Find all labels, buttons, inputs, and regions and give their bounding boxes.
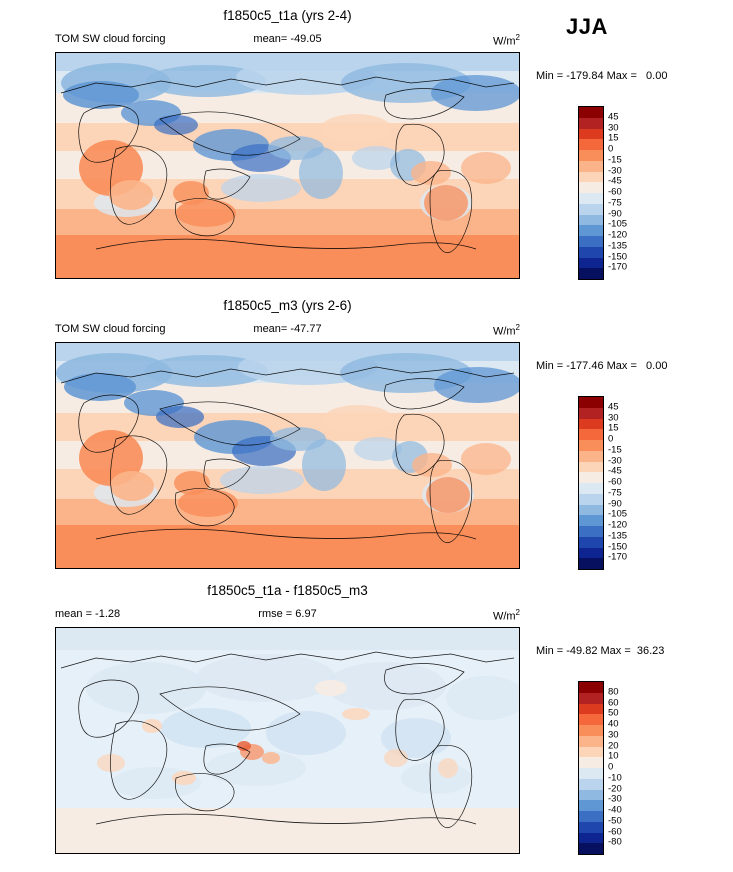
colorbar-segment: [579, 682, 603, 693]
colorbar-segment: [579, 822, 603, 833]
panel-2-colorbar-labels: [608, 396, 648, 568]
colorbar-tick-label: -60: [608, 186, 622, 198]
panel-2-colorbar-strip: [578, 396, 604, 570]
panel-1-units-exp: 2: [515, 33, 520, 42]
colorbar-tick-label: -90: [608, 497, 622, 509]
season-label: JJA: [566, 14, 608, 39]
colorbar-segment: [579, 451, 603, 462]
colorbar-segment: [579, 408, 603, 419]
panel-3-colorbar-labels: [608, 681, 648, 853]
colorbar-segment: [579, 472, 603, 483]
colorbar-tick-label: -170: [608, 261, 628, 273]
colorbar-segment: [579, 725, 603, 736]
panel-3-units-exp: 2: [515, 608, 520, 617]
colorbar-tick-label: 20: [608, 739, 619, 751]
panel-1-colorbar-labels: [608, 106, 648, 278]
panel-3-units-text: W/m: [492, 610, 516, 623]
colorbar-tick-label: 15: [608, 422, 619, 434]
panel-2-map: [55, 342, 520, 569]
colorbar-tick-label: 0: [608, 761, 614, 773]
colorbar-tick-label: -135: [608, 240, 628, 251]
colorbar-segment: [579, 236, 603, 247]
colorbar-tick-label: -90: [608, 207, 622, 219]
colorbar-segment: [579, 800, 603, 811]
colorbar-segment: [579, 182, 603, 193]
colorbar-segment: [579, 790, 603, 801]
colorbar-tick-label: -120: [608, 229, 628, 241]
colorbar-segment: [579, 107, 603, 118]
colorbar-segment: [579, 768, 603, 779]
panel-1-map: [55, 52, 520, 279]
panel-3-minmax: Min = -49.82 Max = 36.23: [536, 645, 665, 657]
colorbar-segment: [579, 483, 603, 494]
panel-1-units-label: [493, 33, 520, 48]
panel-3-map-image: [56, 628, 519, 853]
panel-3-mean-label: mean = -1.28: [55, 608, 121, 620]
colorbar-segment: [579, 537, 603, 548]
panel-3-map: [55, 627, 520, 854]
colorbar-segment: [579, 139, 603, 150]
colorbar-segment: [579, 757, 603, 768]
colorbar-segment: [579, 118, 603, 129]
colorbar-tick-label: 45: [608, 111, 619, 122]
colorbar-segment: [579, 129, 603, 140]
panel-1-left-label: TOM SW cloud forcing: [55, 33, 166, 45]
colorbar-segment: [579, 505, 603, 516]
panel-3-units-label: [493, 608, 520, 623]
colorbar-tick-label: -150: [608, 250, 628, 262]
panel-2-units-text: W/m: [492, 325, 516, 338]
colorbar-tick-label: 0: [608, 143, 614, 155]
panel-2-mean-label: mean= -47.77: [253, 323, 322, 335]
colorbar-tick-label: -15: [608, 444, 622, 455]
colorbar-segment: [579, 747, 603, 758]
colorbar-tick-label: -80: [608, 836, 622, 848]
colorbar-tick-label: -30: [608, 164, 622, 176]
colorbar-tick-label: -20: [608, 782, 622, 794]
panel-2-minmax: Min = -177.46 Max = 0.00: [536, 360, 668, 372]
panel-1-minmax: Min = -179.84 Max = 0.00: [536, 70, 668, 82]
panel-1-mean-label: mean= -49.05: [253, 33, 322, 45]
colorbar-segment: [579, 704, 603, 715]
colorbar-tick-label: 40: [608, 718, 619, 730]
colorbar-tick-label: -170: [608, 551, 628, 563]
colorbar-tick-label: -120: [608, 519, 628, 531]
panel-1-title: f1850c5_t1a (yrs 2-4): [223, 8, 352, 23]
colorbar-segment: [579, 811, 603, 822]
colorbar-segment: [579, 548, 603, 559]
colorbar-segment: [579, 204, 603, 215]
colorbar-segment: [579, 494, 603, 505]
colorbar-tick-label: 15: [608, 132, 619, 144]
colorbar-tick-label: 45: [608, 401, 619, 412]
colorbar-tick-label: -15: [608, 154, 622, 165]
colorbar-tick-label: 50: [608, 707, 619, 719]
colorbar-tick-label: -45: [608, 465, 622, 477]
panel-1-subrow: [55, 33, 520, 47]
panel-3-colorbar-strip: [578, 681, 604, 855]
colorbar-segment: [579, 462, 603, 473]
colorbar-segment: [579, 215, 603, 226]
panel-1-colorbar-strip: [578, 106, 604, 280]
colorbar-segment: [579, 225, 603, 236]
colorbar-tick-label: -45: [608, 175, 622, 187]
colorbar-segment: [579, 193, 603, 204]
colorbar-segment: [579, 161, 603, 172]
panel-1-units-text: W/m: [492, 35, 516, 48]
panel-2-map-image: [56, 343, 519, 568]
panel-2-subrow: [55, 323, 520, 337]
panel-1-map-image: [56, 53, 519, 278]
colorbar-tick-label: -50: [608, 815, 622, 826]
colorbar-segment: [579, 558, 603, 569]
colorbar-segment: [579, 247, 603, 258]
panel-3-title: f1850c5_t1a - f1850c5_m3: [207, 583, 368, 598]
colorbar-tick-label: -30: [608, 454, 622, 466]
colorbar-segment: [579, 736, 603, 747]
colorbar-segment: [579, 833, 603, 844]
colorbar-tick-label: -60: [608, 825, 622, 837]
panel-3-rmse-label: rmse = 6.97: [258, 608, 317, 620]
colorbar-tick-label: 60: [608, 696, 619, 708]
colorbar-tick-label: -75: [608, 197, 622, 208]
colorbar-segment: [579, 268, 603, 279]
colorbar-segment: [579, 779, 603, 790]
colorbar-tick-label: 10: [608, 750, 619, 762]
colorbar-tick-label: -60: [608, 476, 622, 488]
colorbar-tick-label: 0: [608, 433, 614, 445]
colorbar-segment: [579, 515, 603, 526]
colorbar-segment: [579, 843, 603, 854]
colorbar-segment: [579, 258, 603, 269]
colorbar-tick-label: -105: [608, 508, 628, 520]
colorbar-segment: [579, 172, 603, 183]
colorbar-tick-label: -40: [608, 804, 622, 816]
colorbar-tick-label: -30: [608, 793, 622, 805]
colorbar-segment: [579, 440, 603, 451]
panel-2-units-exp: 2: [515, 323, 520, 332]
panel-2-title: f1850c5_m3 (yrs 2-6): [223, 298, 352, 313]
panel-3-subrow: [55, 608, 520, 622]
colorbar-segment: [579, 397, 603, 408]
colorbar-segment: [579, 429, 603, 440]
colorbar-tick-label: 30: [608, 121, 619, 133]
colorbar-segment: [579, 526, 603, 537]
panel-2-left-label: TOM SW cloud forcing: [55, 323, 166, 335]
colorbar-segment: [579, 150, 603, 161]
colorbar-tick-label: -150: [608, 540, 628, 552]
colorbar-segment: [579, 714, 603, 725]
panel-2-units-label: [493, 323, 520, 338]
colorbar-tick-label: 30: [608, 411, 619, 423]
colorbar-tick-label: 30: [608, 729, 619, 740]
colorbar-tick-label: -10: [608, 772, 622, 783]
colorbar-tick-label: -135: [608, 530, 628, 541]
colorbar-tick-label: -105: [608, 218, 628, 230]
colorbar-segment: [579, 693, 603, 704]
colorbar-tick-label: 80: [608, 686, 619, 697]
colorbar-tick-label: -75: [608, 487, 622, 498]
colorbar-segment: [579, 419, 603, 430]
